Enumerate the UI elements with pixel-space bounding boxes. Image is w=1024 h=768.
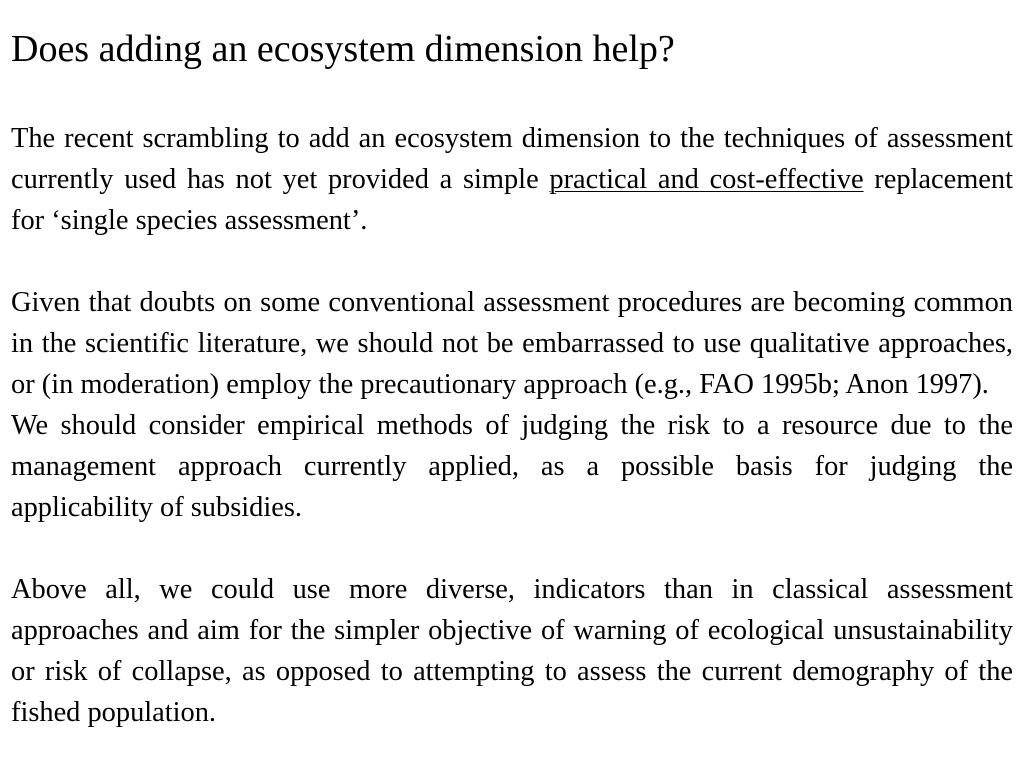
paragraph-spacer bbox=[11, 528, 1013, 569]
paragraph-ecosystem-dimension bbox=[11, 118, 1013, 241]
slide bbox=[11, 0, 1013, 768]
paragraph-1-text-after: replacement for ‘single species assessment’. bbox=[11, 164, 1013, 236]
slide-body bbox=[11, 118, 1013, 733]
paragraph-empirical-methods: We should consider empirical methods of judging the risk to a resource due to the management approach currently applied, as a possible basis for judging the applicability of subsidies. bbox=[11, 410, 1013, 523]
underlined-phrase: practical and cost-effective bbox=[549, 164, 864, 195]
paragraph-spacer bbox=[11, 241, 1013, 282]
paragraph-1-text-before: The recent scrambling to add an ecosystem dimension to the techniques of assessment currently used has not yet provided a simple bbox=[11, 123, 1013, 195]
slide-title: Does adding an ecosystem dimension help? bbox=[11, 28, 675, 70]
paragraph-diverse-indicators: Above all, we could use more diverse, indicators than in classical assessment approaches and aim for the simpler objective of warning of ecological unsustainability or risk of collapse, as opposed to attempting to assess the current demography of the fished population. bbox=[11, 574, 1013, 728]
paragraph-qualitative-approaches: Given that doubts on some conventional assessment procedures are becoming common in the scientific literature, we should not be embarrassed to use qualitative approaches, or (in moderation) employ the precautionary approach (e.g., FAO 1995b; Anon 1997). bbox=[11, 287, 1013, 400]
